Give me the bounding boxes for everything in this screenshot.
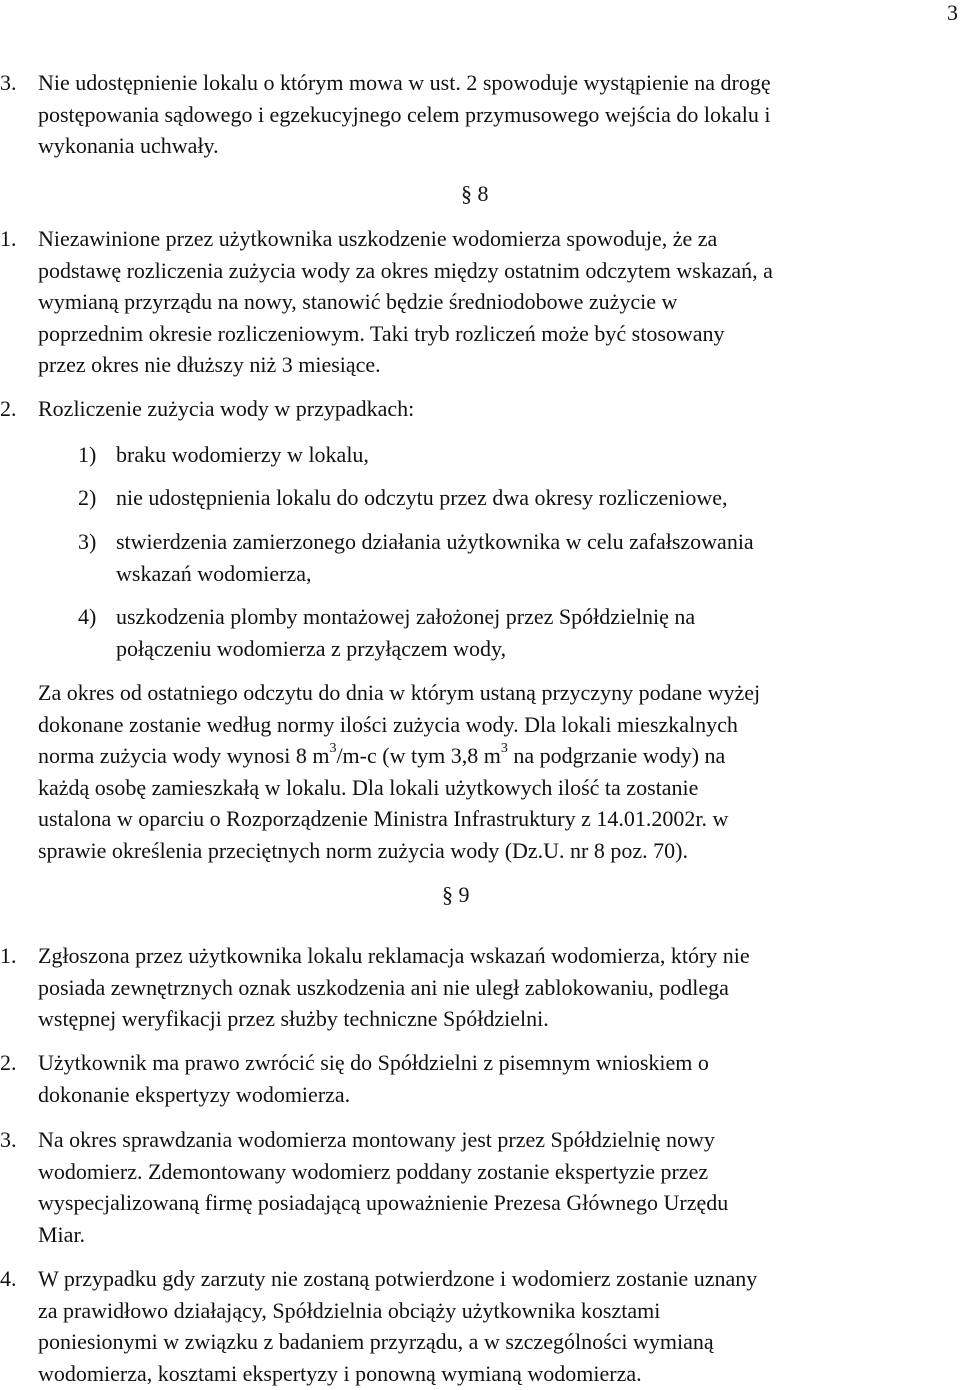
text-line: wstępnej weryfikacji przez służby techniczne Spółdzielni. (38, 1006, 549, 1031)
text-line: wymianą przyrządu na nowy, stanowić będzie średniodobowe zużycie w (38, 289, 678, 314)
case-number: 3) (78, 529, 97, 554)
case-text (116, 526, 940, 589)
text-line: dokonane zostanie według normy ilości zużycia wody. Dla lokali mieszkalnych (38, 711, 738, 737)
text-line: posiada zewnętrznych oznak uszkodzenia ani nie uległ zablokowaniu, podlega (38, 974, 729, 1000)
item-number: 1. (0, 226, 17, 251)
section-heading-9: § 9 (442, 882, 470, 907)
text-line: Niezawinione przez użytkownika uszkodzenie wodomierza spowoduje, że za (38, 226, 718, 251)
closing-paragraph (38, 677, 940, 866)
text-span: na podgrzanie wody) na (507, 743, 726, 768)
text-line: postępowania sądowego i egzekucyjnego celem przymusowego wejścia do lokalu i (38, 101, 771, 127)
case-number: 2) (78, 485, 97, 510)
text-line: podstawę rozliczenia zużycia wody za okres między ostatnim odczytem wskazań, a (38, 257, 773, 283)
text-line: przez okres nie dłuższy niż 3 miesiące. (38, 352, 381, 377)
item-number: 2. (0, 396, 17, 421)
item-text (38, 223, 940, 381)
text-line: uszkodzenia plomby montażowej założonej przez Spółdzielnię na (116, 604, 696, 629)
text-line: wskazań wodomierza, (116, 560, 312, 586)
text-line: Na okres sprawdzania wodomierza montowany jest przez Spółdzielnię nowy (38, 1127, 715, 1152)
superscript: 3 (500, 741, 508, 756)
item-number: 3. (0, 1127, 17, 1152)
case-text (116, 482, 940, 514)
text-line: wykonania uchwały. (38, 133, 219, 158)
text-line: Rozliczenie zużycia wody w przypadkach: (38, 396, 415, 421)
case-number: 1) (78, 442, 97, 467)
text-line: połączeniu wodomierza z przyłączem wody, (116, 635, 507, 661)
text-line: dokonanie ekspertyzy wodomierza. (38, 1081, 351, 1107)
text-line: Zgłoszona przez użytkownika lokalu reklamacja wskazań wodomierza, który nie (38, 943, 750, 968)
item-number: 1. (0, 943, 17, 968)
text-line: za prawidłowo działający, Spółdzielnia obciąży użytkownika kosztami (38, 1297, 661, 1323)
section-heading-8: § 8 (461, 181, 489, 206)
text-line: ustalona w oparciu o Rozporządzenie Ministra Infrastruktury z 14.01.2002r. w (38, 806, 729, 831)
item-number: 4. (0, 1266, 17, 1291)
text-line: wodomierz. Zdemontowany wodomierz poddany zostanie ekspertyzie przez (38, 1158, 709, 1184)
text-span: norma zużycia wody wynosi 8 m (38, 743, 330, 768)
text-line: stwierdzenia zamierzonego działania użytkownika w celu zafałszowania (116, 529, 754, 554)
text-line: poniesionymi w związku z badaniem przyrządu, a w szczególności wymianą (38, 1329, 714, 1354)
item-text (38, 1263, 940, 1389)
case-number: 4) (78, 604, 97, 629)
text-line: Za okres od ostatniego odczytu do dnia w którym ustaną przyczyny podane wyżej (38, 680, 761, 705)
text-line: wyspecjalizowaną firmę posiadającą upoważnienie Prezesa Głównego Urzędu (38, 1190, 729, 1215)
text-line-with-superscripts (38, 740, 940, 772)
text-span: /m-c (w tym 3,8 m (336, 743, 501, 768)
text-line: Nie udostępnienie lokalu o którym mowa w ust. 2 spowoduje wystąpienie na drogę (38, 70, 771, 95)
page-number: 3 (947, 0, 958, 25)
text-line: nie udostępnienia lokalu do odczytu przez dwa okresy rozliczeniowe, (116, 485, 728, 510)
text-line: Miar. (38, 1221, 86, 1247)
text-line: braku wodomierzy w lokalu, (116, 442, 369, 467)
text-line: sprawie określenia przeciętnych norm zużycia wody (Dz.U. nr 8 poz. 70). (38, 837, 688, 863)
item-number: 2. (0, 1050, 17, 1075)
text-line: Użytkownik ma prawo zwrócić się do Spółdzielni z pisemnym wnioskiem o (38, 1050, 709, 1075)
item-number: 3. (0, 70, 17, 95)
case-text (116, 439, 940, 471)
superscript: 3 (329, 741, 337, 756)
item-text (38, 1047, 940, 1110)
text-line: każdą osobę zamieszkałą w lokalu. Dla lokali użytkowych ilość ta zostanie (38, 774, 699, 800)
text-line: poprzednim okresie rozliczeniowym. Taki tryb rozliczeń może być stosowany (38, 320, 725, 346)
item-text (38, 940, 940, 1035)
case-text (116, 601, 940, 664)
item-intro (38, 393, 940, 425)
text-line: W przypadku gdy zarzuty nie zostaną potwierdzone i wodomierz zostanie uznany (38, 1266, 758, 1291)
item-text (38, 67, 940, 162)
item-text (38, 1124, 940, 1250)
text-line: wodomierza, kosztami ekspertyzy i ponowną wymianą wodomierza. (38, 1360, 642, 1386)
